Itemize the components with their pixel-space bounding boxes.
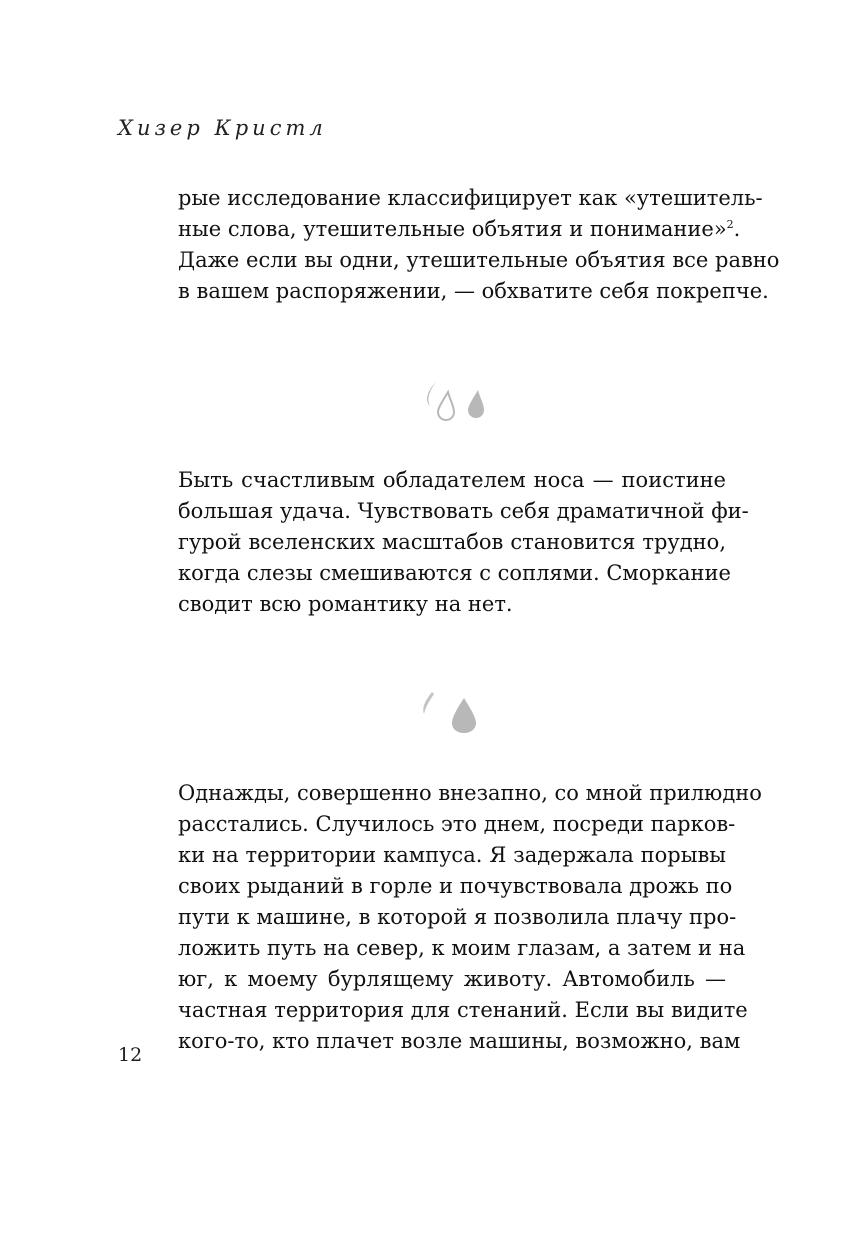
paragraph-1 bbox=[178, 183, 780, 307]
text-line: пути к машине, в которой я позволила плачу про- bbox=[178, 905, 737, 929]
text-line: сводит всю романтику на нет. bbox=[178, 592, 513, 616]
text-line: когда слезы смешиваются с соплями. Сморкание bbox=[178, 561, 731, 585]
text-line: частная территория для стенаний. Если вы видите bbox=[178, 998, 748, 1022]
text-line: рые исследование классифицирует как «утешитель- bbox=[178, 186, 763, 210]
footnote-ref: 2 bbox=[726, 218, 734, 231]
text-line: ложить путь на север, к моим глазам, а затем и на bbox=[178, 936, 746, 960]
text-line: гурой вселенских масштабов становится трудно, bbox=[178, 530, 726, 554]
text-line: в вашем распоряжении, — обхватите себя покрепче. bbox=[178, 279, 769, 303]
text-line: ки на территории кампуса. Я задержала порывы bbox=[178, 843, 726, 867]
text-line: своих рыданий в горле и почувствовала дрожь по bbox=[178, 874, 733, 898]
text-line: расстались. Случилось это днем, посреди парков- bbox=[178, 812, 736, 836]
text-line: ные слова, утешительные объятия и понимание»$^2$. bbox=[178, 217, 741, 241]
paragraph-2 bbox=[178, 465, 749, 620]
text-line: большая удача. Чувствовать себя драматичной фи- bbox=[178, 499, 749, 523]
text-line: Быть счастливым обладателем носа — поистине bbox=[178, 468, 726, 492]
text-line: кого-то, кто плачет возле машины, возможно, вам bbox=[178, 1029, 741, 1053]
running-header-author: Хизер Кристл bbox=[118, 116, 327, 140]
page-number: 12 bbox=[118, 1044, 143, 1066]
teardrops-icon bbox=[414, 686, 494, 738]
text-line: Даже если вы одни, утешительные объятия все равно bbox=[178, 248, 780, 272]
teardrops-icon bbox=[410, 376, 500, 426]
text-line: Однажды, совершенно внезапно, со мной прилюдно bbox=[178, 781, 762, 805]
paragraph-3 bbox=[178, 778, 762, 1057]
text-line: юг, к моему бурлящему животу. Автомобиль — bbox=[178, 967, 726, 991]
